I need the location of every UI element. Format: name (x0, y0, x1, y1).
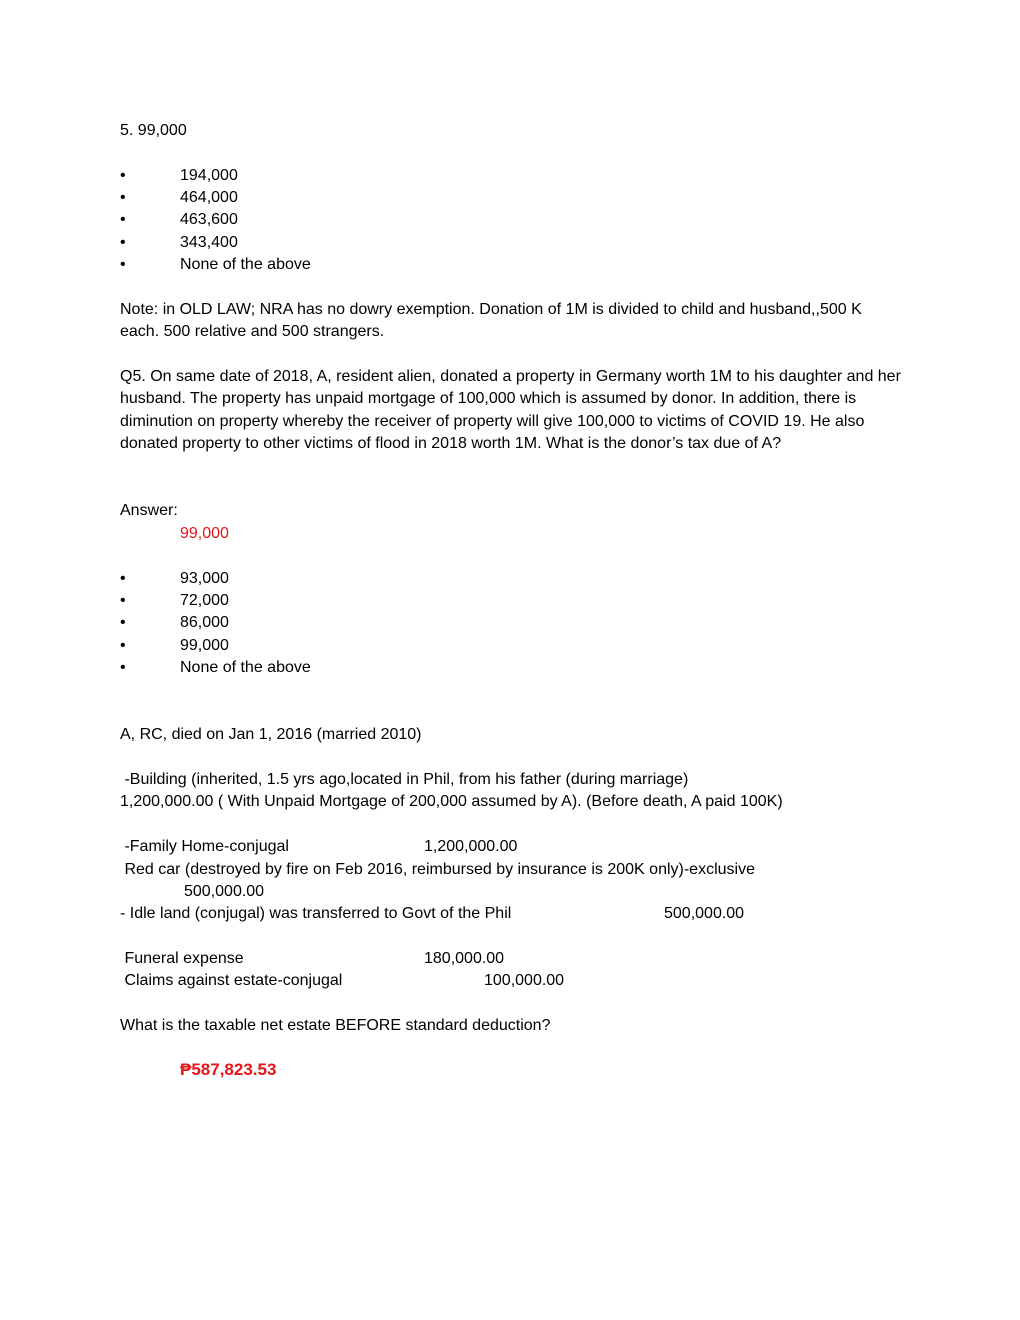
estate-answer: ₱587,823.53 (180, 1060, 277, 1079)
red-car-label: Red car (destroyed by fire on Feb 2016, reimbursed by insurance is 200K only)-exclusive (120, 861, 755, 878)
estate-intro: A, RC, died on Jan 1, 2016 (married 2010) (120, 726, 422, 743)
bullet-marker: • (120, 167, 126, 184)
option-item: 72,000 (180, 592, 229, 609)
option-item: 86,000 (180, 614, 229, 631)
idle-land-value: 500,000.00 (664, 905, 745, 922)
idle-land-label: - Idle land (conjugal) was transferred to Govt of the Phil (120, 905, 512, 922)
answer-label: Answer: (120, 502, 178, 519)
bullet-marker: • (120, 614, 126, 631)
option-item: 99,000 (180, 637, 229, 654)
family-home-label: -Family Home-conjugal (120, 838, 289, 855)
option-item: 93,000 (180, 570, 229, 587)
bullet-marker: • (120, 234, 126, 251)
funeral-expense-value: 180,000.00 (424, 950, 505, 967)
option-item: None of the above (180, 256, 311, 273)
option-item: 464,000 (180, 189, 238, 206)
claims-value: 100,000.00 (484, 972, 565, 989)
family-home-value: 1,200,000.00 (424, 838, 518, 855)
answer-value: 99,000 (180, 525, 229, 542)
note-paragraph: Note: in OLD LAW; NRA has no dowry exemption. Donation of 1M is divided to child and husband,,500 K each. 500 relative and 500 strangers. (120, 301, 862, 341)
bullet-marker: • (120, 659, 126, 676)
red-car-value: 500,000.00 (184, 883, 265, 900)
block1-heading: 5. 99,000 (120, 122, 187, 139)
estate-question: What is the taxable net estate BEFORE standard deduction? (120, 1017, 551, 1034)
bullet-marker: • (120, 189, 126, 206)
bullet-marker: • (120, 637, 126, 654)
bullet-marker: • (120, 570, 126, 587)
option-item: 343,400 (180, 234, 238, 251)
option-item: 463,600 (180, 211, 238, 228)
bullet-marker: • (120, 211, 126, 228)
building-line-2: 1,200,000.00 ( With Unpaid Mortgage of 200,000 assumed by A). (Before death, A paid 100K) (120, 793, 783, 810)
q5-question: Q5. On same date of 2018, A, resident alien, donated a property in Germany worth 1M to his daughter and her husband. The property has unpaid mortgage of 100,000 which is assumed by donor. In addition, there is diminution on property whereby the receiver of property will give 100,000 to victims of COVID 19. He also donated property to other victims of flood in 2018 worth 1M. What is the donor’s tax due of A? (120, 368, 901, 452)
bullet-marker: • (120, 592, 126, 609)
option-item: None of the above (180, 659, 311, 676)
building-line-1: -Building (inherited, 1.5 yrs ago,located in Phil, from his father (during marriage) (120, 771, 689, 788)
claims-label: Claims against estate-conjugal (120, 972, 343, 989)
bullet-marker: • (120, 256, 126, 273)
option-item: 194,000 (180, 167, 238, 184)
funeral-expense-label: Funeral expense (120, 950, 244, 967)
